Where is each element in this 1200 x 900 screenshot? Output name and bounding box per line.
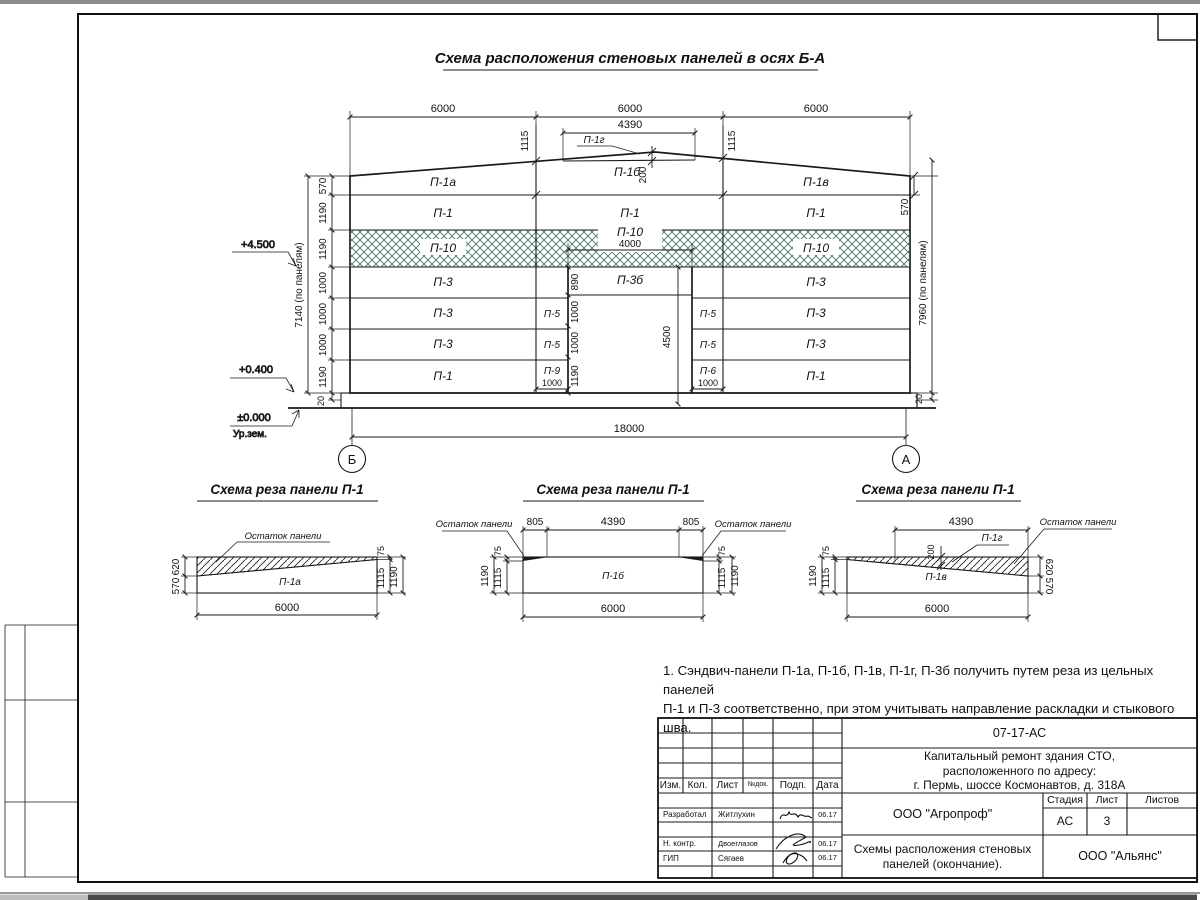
tb-header-kol: Кол. [687,779,708,791]
detail-2-cut-scheme [436,482,793,622]
tb-date-ncontr: 06.17 [818,838,837,848]
tb-doc-title-line1: Схемы расположения стеновых [853,841,1032,856]
left-margin-stamps [5,625,78,877]
dim-75: 75 [376,545,386,557]
tb-name-developer: Житлухин [718,810,755,820]
dim-1190: 1190 [480,565,491,587]
panel-label: П-1б [613,165,641,179]
panel-label: П-1 [806,206,826,220]
dim-p6-1000: 1000 [697,378,719,388]
dim-570: 570 [171,577,182,595]
tb-stage-value: АС [1056,814,1074,829]
panel-label: П-10 [616,225,644,239]
detail-title: Схема реза панели П-1 [210,482,364,497]
tb-stage-label: Стадия [1047,794,1083,807]
detail-1-cut-scheme [171,482,406,620]
tb-org: ООО "Агропроф" [892,806,993,821]
dim-75: 75 [821,545,831,557]
level-0400: +0.400 [239,364,273,376]
detail-3-cut-scheme [808,482,1117,622]
tb-doc-code: 07-17-АС [992,725,1047,740]
dim-200: 200 [926,544,936,560]
tb-header-data: Дата [816,779,839,791]
panel-label: П-5 [699,309,717,320]
panel-label-p1g: П-1г [981,533,1003,544]
dim-right-20: 20 [914,393,924,405]
note-line-2: П-1 и П-3 соответственно, при этом учитывать направление раскладки и стыкового шва. [663,701,1175,735]
dim-6000: 6000 [924,603,950,615]
panel-label: П-9 [543,366,561,377]
panel-label: П-3 [433,275,453,289]
dim-620: 620 [171,558,182,576]
dim-1115-right: 1115 [727,130,738,152]
dim-7960: 7960 (по панелям) [918,240,929,326]
dim-75: 75 [493,545,503,557]
panel-label: П-1 [620,206,640,220]
panel-label: П-3б [616,273,644,287]
tb-company: ООО "Альянс" [1078,849,1162,864]
dim-span2: 6000 [617,103,643,115]
remnant-label: Остаток панели [244,531,322,542]
axis-a [893,408,920,473]
tb-project-line2: расположенного по адресу: [942,763,1097,778]
dim-left-1190a: 1190 [318,202,329,224]
detail-title: Схема реза панели П-1 [536,482,690,497]
dim-1115: 1115 [376,567,387,589]
panel-label: П-1 [433,369,453,383]
dim-span1: 6000 [430,103,456,115]
axis-label-b: Б [347,452,357,467]
panel-label: П-10 [429,241,457,255]
tb-name-ncontr: Двоеглазов [718,838,758,848]
dim-span3: 6000 [803,103,829,115]
dim-1115: 1115 [821,567,832,589]
panel-label: П-6 [699,366,717,377]
dim-570: 570 [1043,577,1054,595]
remnant-label: Остаток панели [435,519,513,530]
dim-left-570: 570 [318,177,329,195]
tb-sheet-label: Лист [1095,794,1119,807]
dim-1190: 1190 [730,565,741,587]
dim-p9-1000: 1000 [541,378,563,388]
tb-project-line1: Капитальный ремонт здания СТО, [924,749,1115,764]
dim-4390: 4390 [600,516,626,528]
dim-6000: 6000 [274,602,300,614]
tb-doc-title [842,835,1043,878]
dim-4390: 4390 [948,516,974,528]
dim-left-1000a: 1000 [318,271,329,295]
dim-1115: 1115 [493,567,504,589]
remnant-label: Остаток панели [714,519,792,530]
dim-4500: 4500 [662,325,673,349]
tb-sheets-label: Листов [1144,794,1180,807]
panel-label: П-10 [802,241,830,255]
dim-200: 200 [638,166,649,184]
dim-1115: 1115 [717,567,728,589]
panel-label: П-5 [543,309,561,320]
dim-left-20: 20 [316,395,326,407]
panel-label: П-1 [433,206,453,220]
detail-title: Схема реза панели П-1 [861,482,1015,497]
dim-right-570: 570 [900,198,911,216]
dim-1190: 1190 [808,565,819,587]
panel-label: П-1 [806,369,826,383]
tb-header-ndok: №док. [747,781,769,789]
level-4500: +4.500 [241,239,275,251]
tb-doc-title-line2: панелей (окончание). [882,856,1003,871]
tb-name-gip: Сягаев [718,853,744,863]
dim-left-1000c: 1000 [318,333,329,357]
panel-label: П-5 [543,340,561,351]
tb-role-developer: Разработал [663,810,707,820]
tb-project-line3: г. Пермь, шоссе Космонавтов, д. 318А [913,778,1126,793]
dim-1115-left: 1115 [520,130,531,152]
dim-805-right: 805 [682,517,700,528]
dim-door-1190: 1190 [570,365,581,387]
main-elevation [230,50,938,473]
panel-label: П-1а [279,577,301,588]
dim-18000: 18000 [613,423,645,435]
panel-label: П-1в [803,175,829,189]
main-title: Схема расположения стеновых панелей в осях Б-А [434,50,826,67]
panel-label: П-1а [429,175,457,189]
level-ground-label: Ур.зем. [233,429,267,440]
dim-left-1190b: 1190 [318,238,329,260]
dim-620: 620 [1043,558,1054,576]
dim-75: 75 [717,545,727,557]
panel-label: П-3 [806,275,826,289]
dim-left-1000b: 1000 [318,302,329,326]
panel-label: П-5 [699,340,717,351]
dim-door-1000a: 1000 [570,300,581,324]
tb-date-gip: 06.17 [818,853,837,863]
tb-role-gip: ГИП [663,853,679,863]
note-line-1: 1. Сэндвич-панели П-1а, П-1б, П-1в, П-1г, П-3б получить путем реза из цельных панелей [663,663,1154,697]
panel-label: П-3 [806,337,826,351]
tb-header-list: Лист [716,779,739,791]
dim-door-1000b: 1000 [570,331,581,355]
axis-label-a: А [901,452,911,467]
dim-4390: 4390 [617,119,643,131]
tb-header-izm: Изм. [659,779,682,791]
panel-label: П-1б [602,571,624,582]
tb-sheet-value: 3 [1103,814,1111,829]
panel-label: П-3 [806,306,826,320]
tb-project [842,749,1197,793]
level-marks [230,239,299,440]
dim-6000: 6000 [600,603,626,615]
format-stamp-box [1158,14,1197,40]
dim-left-1190c: 1190 [318,366,329,388]
panel-label: П-1в [925,572,947,583]
dim-door-890: 890 [570,273,581,291]
dim-805-left: 805 [526,517,544,528]
tb-date-developer: 06.17 [818,809,837,819]
panel-label-p1g: П-1г [583,135,605,146]
tb-header-podp: Подп. [779,779,807,791]
panel-labels [420,165,839,383]
dim-1190: 1190 [389,566,400,588]
level-0000: ±0.000 [237,412,271,424]
panel-label: П-3 [433,306,453,320]
remnant-label: Остаток панели [1039,517,1117,528]
tb-role-ncontr: Н. контр. [663,839,697,849]
dim-7140: 7140 (по панелям) [294,242,305,328]
panel-label: П-3 [433,337,453,351]
dim-4000: 4000 [618,239,642,250]
axis-b [339,408,366,473]
